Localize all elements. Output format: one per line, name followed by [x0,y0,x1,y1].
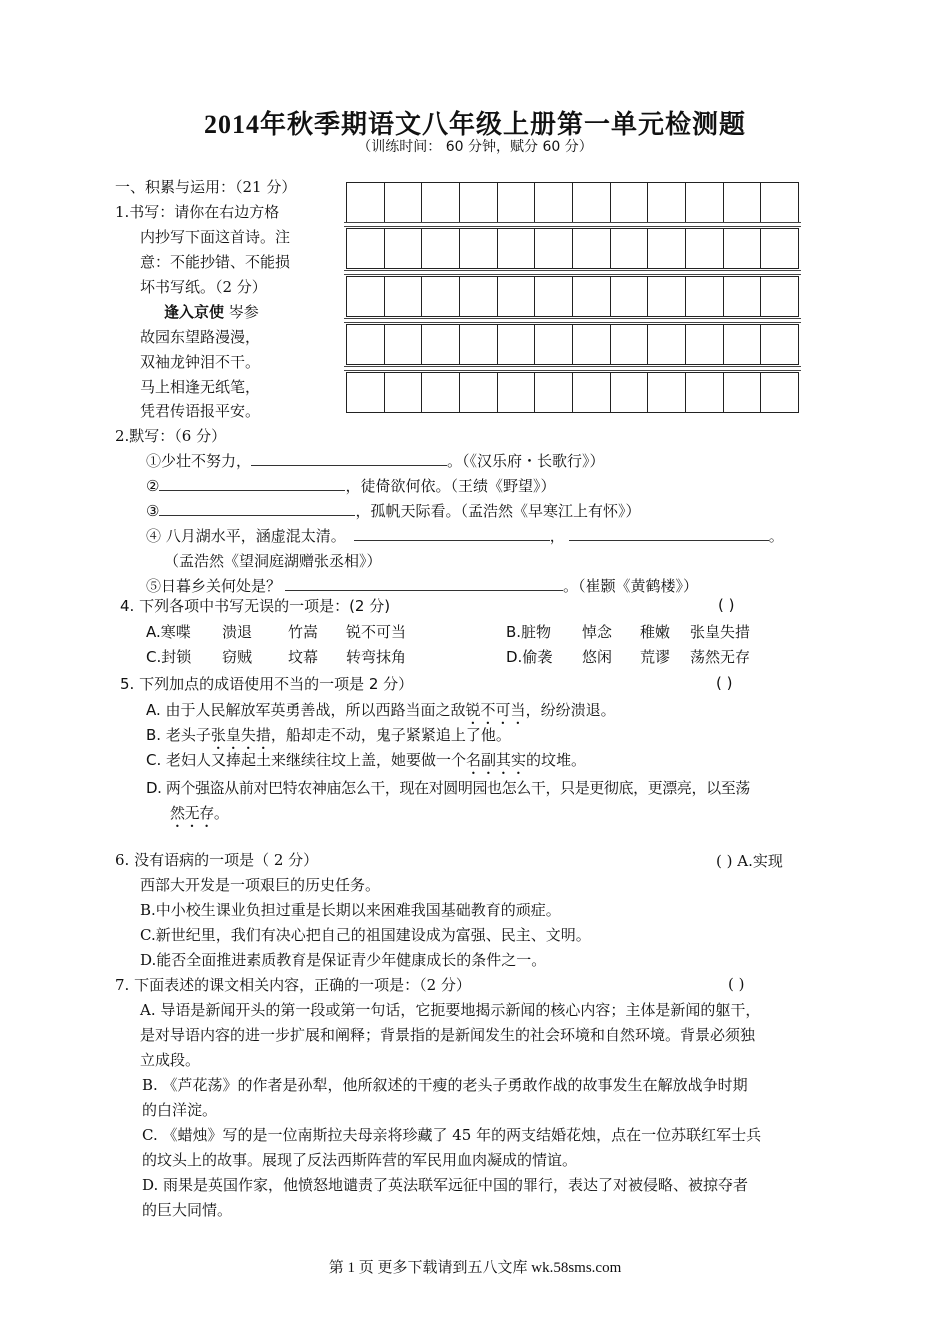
poem-line: 故园东望路漫漫， [140,328,261,346]
text: B. 老头子 [146,726,211,744]
grid-row[interactable] [346,372,799,413]
answer-blank[interactable] [569,526,769,541]
text: 的坟堆。 [526,751,587,769]
q7-option: 立成段。 [140,1051,201,1069]
q2-text: ⑤日暮乡关何处是？ [146,577,282,595]
word: B.脏物 [506,623,552,641]
q2-heading: 2.默写：（6 分） [115,427,227,445]
word: 竹嵩 [288,623,319,641]
q7-option: D. 雨果是英国作家，他愤怒地谴责了英法联军远征中国的罪行，表达了对被侵略、被掠夺者 [142,1176,749,1194]
answer-blank[interactable] [354,526,550,541]
q5-option-b [146,725,511,753]
q2-text: 。（《汉乐府・长歌行》） [447,452,605,470]
q7-option: B. 《芦花荡》的作者是孙犁，他所叙述的干瘦的老头子勇敢作战的故事发生在解放战争时期 [142,1076,748,1094]
poem-heading [164,302,259,322]
poem-line: 双袖龙钟泪不干。 [140,353,261,371]
q7-answer-paren[interactable]: ( ) [728,975,745,993]
grid-row[interactable] [346,276,799,317]
word: 稚嫩 [640,623,671,641]
answer-blank[interactable] [285,576,563,591]
poem-line: 凭君传语报平安。 [140,402,261,420]
q4-option-c [146,647,407,667]
grid-divider [344,222,801,227]
q6-option: D.能否全面推进素质教育是保证青少年健康成长的条件之一。 [140,951,547,969]
word: 悠闲 [582,648,613,666]
q2-text: ，孤帆天际看。（孟浩然《早寒江上有怀》） [355,502,641,520]
q1-text: 内抄写下面这首诗。注 [140,228,291,246]
poem-author: 岑参 [228,303,259,321]
q5-option-d [146,776,846,831]
word: 坟幕 [288,648,319,666]
q1-text: 1.书写：请你在右边方格 [115,203,280,221]
q4-option-b [506,622,751,642]
q7-option: 是对导语内容的进一步扩展和阐释；背景指的是新闻发生的社会环境和自然环境。背景必须独 [140,1026,756,1044]
word: 转弯抹角 [346,648,407,666]
text: A. 由于人民解放军英勇善战，所以西路当面之敌 [146,701,466,719]
grid-divider [344,270,801,275]
page-footer: 第 1 页 更多下载请到五八文库 wk.58sms.com [328,1260,622,1276]
poem-title: 逢入京使 [164,303,225,321]
word: 悼念 [582,623,613,641]
answer-blank[interactable] [159,476,345,491]
q6-option: 西部大开发是一项艰巨的历史任务。 [140,876,381,894]
page-subtitle: （训练时间： 60 分钟，赋分 60 分） [357,139,593,155]
word: C.封锁 [146,648,192,666]
dotted-idiom: 名副其实 [466,751,527,769]
q1-text: 坏书写纸。（2 分） [140,278,267,296]
text: 。 [213,804,229,822]
q2-text: 。 [768,527,784,545]
q2-source: （孟浩然《望洞庭湖赠张丞相》） [164,552,382,570]
q7-option: C. 《蜡烛》写的是一位南斯拉夫母亲将珍藏了 45 年的两支结婚花烛，点在一位苏联红军士兵 [142,1126,762,1144]
q4-stem: 4. 下列各项中书写无误的一项是：(2 分) [120,597,391,615]
q7-option: 的坟头上的故事。展现了反法西斯阵营的军民用血肉凝成的情谊。 [142,1151,578,1169]
q2-text: ③ [146,502,160,520]
q5-option-a [146,700,616,728]
grid-row[interactable] [346,228,799,269]
dotted-idiom: 张皇失措 [210,726,271,744]
q2-text: ② [146,477,160,495]
poem-line: 马上相逢无纸笔， [140,378,261,396]
grid-divider [344,318,801,323]
q2-item-3 [146,501,640,521]
q6-option: B.中小校生课业负担过重是长期以来困难我国基础教育的顽症。 [140,901,561,919]
text: C. 老妇人又捧起土来继续往坟上盖，她要做一个 [146,751,467,769]
q2-text: 。（崔颢《黄鹤楼》） [563,577,699,595]
grid-row[interactable] [346,182,799,223]
word: 溃退 [222,623,253,641]
word: A.寒喋 [146,623,191,641]
grid-divider [344,366,801,371]
grid-row[interactable] [346,324,799,365]
q7-option: 的巨大同情。 [142,1201,233,1219]
q2-item-1 [146,451,605,471]
q2-item-2 [146,476,555,496]
q5-answer-paren[interactable]: ( ) [716,674,733,692]
q6-answer-paren[interactable]: ( ) A.实现 [716,852,783,870]
q4-answer-paren[interactable]: ( ) [718,596,735,614]
q2-item-5 [146,576,698,596]
answer-blank[interactable] [159,501,355,516]
q6-option: C.新世纪里，我们有决心把自己的祖国建设成为富强、民主、文明。 [140,926,591,944]
answer-blank[interactable] [251,451,447,466]
word: 窃贼 [222,648,253,666]
dotted-idiom: 然无存 [170,804,214,822]
section-heading: 一、积累与运用：（21 分） [115,178,297,196]
word: 锐不可当 [346,623,407,641]
q4-option-a [146,622,407,642]
q5-stem: 5. 下列加点的成语使用不当的一项是 2 分） [120,675,414,693]
text: ，船却走不动，鬼子紧紧追上了他。 [270,726,511,744]
q2-text: ，徒倚欲何依。（王绩《野望》） [345,477,556,495]
word: 荡然无存 [690,648,751,666]
q7-option: A. 导语是新闻开头的第一段或第一句话，它扼要地揭示新闻的核心内容；主体是新闻的躯干， [140,1001,761,1019]
word: D.偷袭 [506,648,553,666]
page-title: 2014年秋季期语文八年级上册第一单元检测题 [203,110,746,139]
q2-item-4 [146,526,784,546]
text: D. 两个强盗从前对巴特农神庙怎么干，现在对圆明园也怎么干，只是更彻底，更漂亮，以至荡 [146,779,750,797]
q7-stem: 7. 下面表述的课文相关内容，正确的一项是：（2 分） [115,976,471,994]
q2-text: ， [549,527,565,545]
q6-stem: 6. 没有语病的一项是（ 2 分） [115,851,319,869]
word: 张皇失措 [690,623,751,641]
dotted-idiom: 锐不可当 [465,701,526,719]
q7-option: 的白洋淀。 [142,1101,218,1119]
text: ，纷纷溃退。 [525,701,616,719]
word: 荒谬 [640,648,671,666]
q4-option-d [506,647,751,667]
q2-text: ④ 八月湖水平，涵虚混太清。 [146,527,346,545]
q1-text: 意：不能抄错、不能损 [140,253,291,271]
q2-text: ①少壮不努力， [146,452,252,470]
q5-option-c [146,750,586,778]
